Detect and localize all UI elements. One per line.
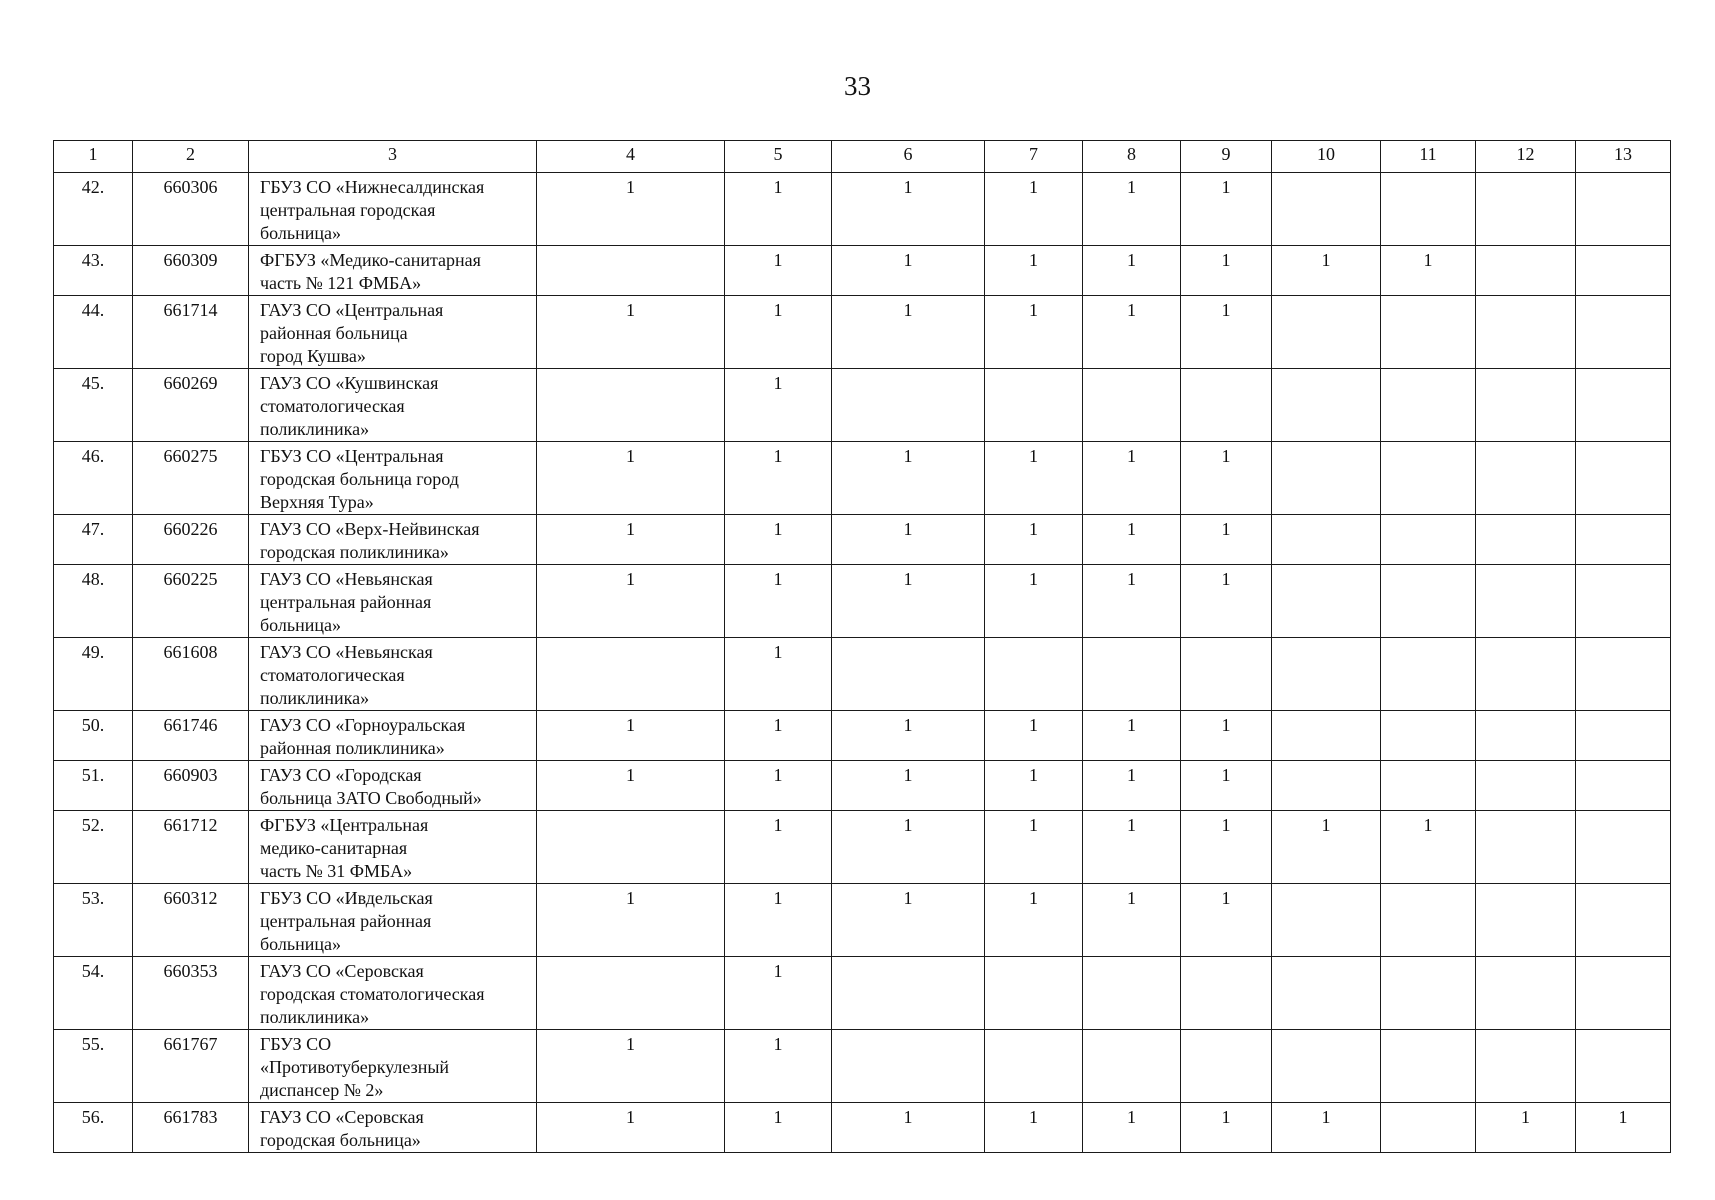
mark-cell-col-7: 1 (985, 1103, 1083, 1153)
mark-cell-col-12 (1476, 638, 1576, 711)
mark-cell-col-9: 1 (1181, 1103, 1272, 1153)
mark-cell-col-7: 1 (985, 565, 1083, 638)
mark-cell-col-12 (1476, 711, 1576, 761)
mark-cell-col-4 (537, 957, 725, 1030)
mark-cell-col-10: 1 (1272, 246, 1381, 296)
row-number: 46. (54, 442, 133, 515)
row-number: 42. (54, 173, 133, 246)
organization-name: ГБУЗ СО «Центральная городская больница город Верхняя Тура» (249, 442, 537, 515)
page-number: 33 (844, 71, 871, 101)
mark-cell-col-5: 1 (725, 638, 832, 711)
organization-name: ГБУЗ СО «Ивдельская центральная районная больница» (249, 884, 537, 957)
mark-cell-col-7: 1 (985, 173, 1083, 246)
mark-cell-col-12 (1476, 811, 1576, 884)
organization-name: ГАУЗ СО «Серовская городская больница» (249, 1103, 537, 1153)
mark-cell-col-8: 1 (1083, 565, 1181, 638)
mark-cell-col-12 (1476, 173, 1576, 246)
mark-cell-col-5: 1 (725, 369, 832, 442)
mark-cell-col-9: 1 (1181, 711, 1272, 761)
table-row (54, 957, 1671, 1030)
mark-cell-col-5: 1 (725, 246, 832, 296)
column-header-2: 2 (133, 141, 249, 173)
mark-cell-col-8: 1 (1083, 1103, 1181, 1153)
mark-cell-col-11 (1381, 296, 1476, 369)
mark-cell-col-8: 1 (1083, 296, 1181, 369)
column-header-3: 3 (249, 141, 537, 173)
mark-cell-col-5: 1 (725, 761, 832, 811)
mark-cell-col-5: 1 (725, 884, 832, 957)
mark-cell-col-13 (1576, 638, 1671, 711)
table-row (54, 1030, 1671, 1103)
mark-cell-col-9 (1181, 957, 1272, 1030)
column-header-12: 12 (1476, 141, 1576, 173)
mark-cell-col-5: 1 (725, 442, 832, 515)
organization-code: 660306 (133, 173, 249, 246)
mark-cell-col-4: 1 (537, 442, 725, 515)
mark-cell-col-5: 1 (725, 1030, 832, 1103)
mark-cell-col-8 (1083, 1030, 1181, 1103)
organization-name: ГБУЗ СО «Нижнесалдинская центральная городская больница» (249, 173, 537, 246)
mark-cell-col-13 (1576, 369, 1671, 442)
header-row (54, 141, 1671, 173)
organization-name: ГАУЗ СО «Горноуральская районная поликлиника» (249, 711, 537, 761)
mark-cell-col-10 (1272, 442, 1381, 515)
mark-cell-col-7: 1 (985, 515, 1083, 565)
mark-cell-col-4: 1 (537, 296, 725, 369)
organization-code: 660309 (133, 246, 249, 296)
mark-cell-col-9: 1 (1181, 811, 1272, 884)
mark-cell-col-10 (1272, 369, 1381, 442)
mark-cell-col-8 (1083, 638, 1181, 711)
mark-cell-col-10 (1272, 957, 1381, 1030)
mark-cell-col-13 (1576, 711, 1671, 761)
mark-cell-col-5: 1 (725, 173, 832, 246)
mark-cell-col-11: 1 (1381, 811, 1476, 884)
mark-cell-col-8: 1 (1083, 884, 1181, 957)
mark-cell-col-12 (1476, 369, 1576, 442)
organization-code: 660275 (133, 442, 249, 515)
mark-cell-col-9: 1 (1181, 884, 1272, 957)
mark-cell-col-6: 1 (832, 565, 985, 638)
organization-name: ФГБУЗ «Центральная медико-санитарная часть № 31 ФМБА» (249, 811, 537, 884)
row-number: 55. (54, 1030, 133, 1103)
mark-cell-col-7: 1 (985, 246, 1083, 296)
mark-cell-col-5: 1 (725, 811, 832, 884)
organization-name: ФГБУЗ «Медико-санитарная часть № 121 ФМБА» (249, 246, 537, 296)
column-header-6: 6 (832, 141, 985, 173)
column-header-10: 10 (1272, 141, 1381, 173)
mark-cell-col-9 (1181, 369, 1272, 442)
row-number: 50. (54, 711, 133, 761)
mark-cell-col-13 (1576, 173, 1671, 246)
mark-cell-col-10 (1272, 296, 1381, 369)
mark-cell-col-4: 1 (537, 565, 725, 638)
mark-cell-col-6: 1 (832, 246, 985, 296)
organization-code: 660226 (133, 515, 249, 565)
mark-cell-col-12 (1476, 515, 1576, 565)
mark-cell-col-12: 1 (1476, 1103, 1576, 1153)
mark-cell-col-8 (1083, 369, 1181, 442)
mark-cell-col-11 (1381, 957, 1476, 1030)
table-row (54, 761, 1671, 811)
mark-cell-col-11 (1381, 761, 1476, 811)
column-header-11: 11 (1381, 141, 1476, 173)
mark-cell-col-6: 1 (832, 811, 985, 884)
table-row (54, 296, 1671, 369)
mark-cell-col-12 (1476, 1030, 1576, 1103)
mark-cell-col-8: 1 (1083, 811, 1181, 884)
mark-cell-col-8: 1 (1083, 515, 1181, 565)
mark-cell-col-6: 1 (832, 173, 985, 246)
organization-name: ГАУЗ СО «Невьянская стоматологическая поликлиника» (249, 638, 537, 711)
mark-cell-col-4: 1 (537, 1103, 725, 1153)
organization-code: 661767 (133, 1030, 249, 1103)
mark-cell-col-9: 1 (1181, 515, 1272, 565)
mark-cell-col-5: 1 (725, 296, 832, 369)
mark-cell-col-7 (985, 957, 1083, 1030)
table-body (54, 173, 1671, 1153)
mark-cell-col-7 (985, 369, 1083, 442)
mark-cell-col-8: 1 (1083, 711, 1181, 761)
mark-cell-col-4: 1 (537, 884, 725, 957)
mark-cell-col-13 (1576, 761, 1671, 811)
mark-cell-col-10 (1272, 761, 1381, 811)
row-number: 56. (54, 1103, 133, 1153)
table-row (54, 884, 1671, 957)
mark-cell-col-13 (1576, 957, 1671, 1030)
mark-cell-col-5: 1 (725, 565, 832, 638)
mark-cell-col-11 (1381, 638, 1476, 711)
mark-cell-col-6: 1 (832, 1103, 985, 1153)
table-row (54, 638, 1671, 711)
table-header (54, 141, 1671, 173)
mark-cell-col-10 (1272, 515, 1381, 565)
mark-cell-col-13 (1576, 811, 1671, 884)
mark-cell-col-13 (1576, 565, 1671, 638)
column-header-4: 4 (537, 141, 725, 173)
mark-cell-col-7: 1 (985, 442, 1083, 515)
mark-cell-col-4 (537, 369, 725, 442)
table-row (54, 565, 1671, 638)
mark-cell-col-11 (1381, 515, 1476, 565)
table-row (54, 442, 1671, 515)
mark-cell-col-9 (1181, 1030, 1272, 1103)
mark-cell-col-12 (1476, 246, 1576, 296)
organization-code: 661608 (133, 638, 249, 711)
organization-name: ГАУЗ СО «Городская больница ЗАТО Свободный» (249, 761, 537, 811)
mark-cell-col-12 (1476, 884, 1576, 957)
column-header-7: 7 (985, 141, 1083, 173)
mark-cell-col-10 (1272, 565, 1381, 638)
organization-name: ГАУЗ СО «Верх-Нейвинская городская поликлиника» (249, 515, 537, 565)
mark-cell-col-7: 1 (985, 811, 1083, 884)
mark-cell-col-12 (1476, 957, 1576, 1030)
mark-cell-col-7: 1 (985, 296, 1083, 369)
mark-cell-col-13 (1576, 246, 1671, 296)
mark-cell-col-8: 1 (1083, 761, 1181, 811)
mark-cell-col-11 (1381, 369, 1476, 442)
mark-cell-col-8: 1 (1083, 173, 1181, 246)
facilities-table (53, 140, 1671, 1153)
organization-code: 661746 (133, 711, 249, 761)
mark-cell-col-4 (537, 246, 725, 296)
mark-cell-col-11 (1381, 711, 1476, 761)
mark-cell-col-6 (832, 638, 985, 711)
mark-cell-col-13 (1576, 442, 1671, 515)
mark-cell-col-10 (1272, 1030, 1381, 1103)
mark-cell-col-6: 1 (832, 442, 985, 515)
table-row (54, 515, 1671, 565)
mark-cell-col-6: 1 (832, 711, 985, 761)
column-header-13: 13 (1576, 141, 1671, 173)
mark-cell-col-10: 1 (1272, 1103, 1381, 1153)
mark-cell-col-9: 1 (1181, 173, 1272, 246)
row-number: 45. (54, 369, 133, 442)
mark-cell-col-13 (1576, 1030, 1671, 1103)
column-header-8: 8 (1083, 141, 1181, 173)
organization-code: 660353 (133, 957, 249, 1030)
mark-cell-col-9: 1 (1181, 761, 1272, 811)
organization-code: 660225 (133, 565, 249, 638)
mark-cell-col-7: 1 (985, 761, 1083, 811)
mark-cell-col-4 (537, 638, 725, 711)
mark-cell-col-12 (1476, 296, 1576, 369)
mark-cell-col-9: 1 (1181, 565, 1272, 638)
mark-cell-col-6: 1 (832, 296, 985, 369)
table-row (54, 1103, 1671, 1153)
organization-name: ГАУЗ СО «Центральная районная больница город Кушва» (249, 296, 537, 369)
column-header-1: 1 (54, 141, 133, 173)
organization-code: 661714 (133, 296, 249, 369)
mark-cell-col-4: 1 (537, 1030, 725, 1103)
row-number: 43. (54, 246, 133, 296)
organization-code: 660312 (133, 884, 249, 957)
mark-cell-col-5: 1 (725, 1103, 832, 1153)
organization-name: ГБУЗ СО «Противотуберкулезный диспансер № 2» (249, 1030, 537, 1103)
table-row (54, 246, 1671, 296)
table-row (54, 173, 1671, 246)
mark-cell-col-13: 1 (1576, 1103, 1671, 1153)
organization-code: 660903 (133, 761, 249, 811)
mark-cell-col-11 (1381, 442, 1476, 515)
row-number: 44. (54, 296, 133, 369)
organization-name: ГАУЗ СО «Кушвинская стоматологическая поликлиника» (249, 369, 537, 442)
mark-cell-col-11 (1381, 1103, 1476, 1153)
mark-cell-col-5: 1 (725, 957, 832, 1030)
mark-cell-col-7: 1 (985, 711, 1083, 761)
row-number: 48. (54, 565, 133, 638)
mark-cell-col-12 (1476, 565, 1576, 638)
mark-cell-col-12 (1476, 761, 1576, 811)
mark-cell-col-6: 1 (832, 761, 985, 811)
mark-cell-col-13 (1576, 884, 1671, 957)
row-number: 53. (54, 884, 133, 957)
mark-cell-col-11 (1381, 1030, 1476, 1103)
mark-cell-col-10: 1 (1272, 811, 1381, 884)
mark-cell-col-10 (1272, 638, 1381, 711)
mark-cell-col-4: 1 (537, 173, 725, 246)
mark-cell-col-11 (1381, 173, 1476, 246)
organization-code: 661783 (133, 1103, 249, 1153)
table-row (54, 811, 1671, 884)
row-number: 47. (54, 515, 133, 565)
mark-cell-col-4 (537, 811, 725, 884)
row-number: 52. (54, 811, 133, 884)
mark-cell-col-7 (985, 638, 1083, 711)
mark-cell-col-10 (1272, 173, 1381, 246)
mark-cell-col-8: 1 (1083, 442, 1181, 515)
row-number: 49. (54, 638, 133, 711)
row-number: 51. (54, 761, 133, 811)
mark-cell-col-5: 1 (725, 515, 832, 565)
column-header-5: 5 (725, 141, 832, 173)
mark-cell-col-12 (1476, 442, 1576, 515)
organization-code: 661712 (133, 811, 249, 884)
mark-cell-col-8: 1 (1083, 246, 1181, 296)
mark-cell-col-4: 1 (537, 711, 725, 761)
mark-cell-col-6: 1 (832, 515, 985, 565)
organization-name: ГАУЗ СО «Серовская городская стоматологическая поликлиника» (249, 957, 537, 1030)
mark-cell-col-10 (1272, 884, 1381, 957)
mark-cell-col-4: 1 (537, 515, 725, 565)
mark-cell-col-8 (1083, 957, 1181, 1030)
mark-cell-col-7 (985, 1030, 1083, 1103)
mark-cell-col-5: 1 (725, 711, 832, 761)
mark-cell-col-4: 1 (537, 761, 725, 811)
organization-code: 660269 (133, 369, 249, 442)
organization-name: ГАУЗ СО «Невьянская центральная районная больница» (249, 565, 537, 638)
mark-cell-col-6 (832, 369, 985, 442)
mark-cell-col-11 (1381, 565, 1476, 638)
mark-cell-col-11: 1 (1381, 246, 1476, 296)
mark-cell-col-13 (1576, 515, 1671, 565)
mark-cell-col-11 (1381, 884, 1476, 957)
mark-cell-col-10 (1272, 711, 1381, 761)
table-row (54, 369, 1671, 442)
mark-cell-col-7: 1 (985, 884, 1083, 957)
mark-cell-col-6: 1 (832, 884, 985, 957)
mark-cell-col-9: 1 (1181, 246, 1272, 296)
table-row (54, 711, 1671, 761)
row-number: 54. (54, 957, 133, 1030)
mark-cell-col-6 (832, 1030, 985, 1103)
mark-cell-col-13 (1576, 296, 1671, 369)
mark-cell-col-6 (832, 957, 985, 1030)
mark-cell-col-9 (1181, 638, 1272, 711)
mark-cell-col-9: 1 (1181, 442, 1272, 515)
column-header-9: 9 (1181, 141, 1272, 173)
mark-cell-col-9: 1 (1181, 296, 1272, 369)
